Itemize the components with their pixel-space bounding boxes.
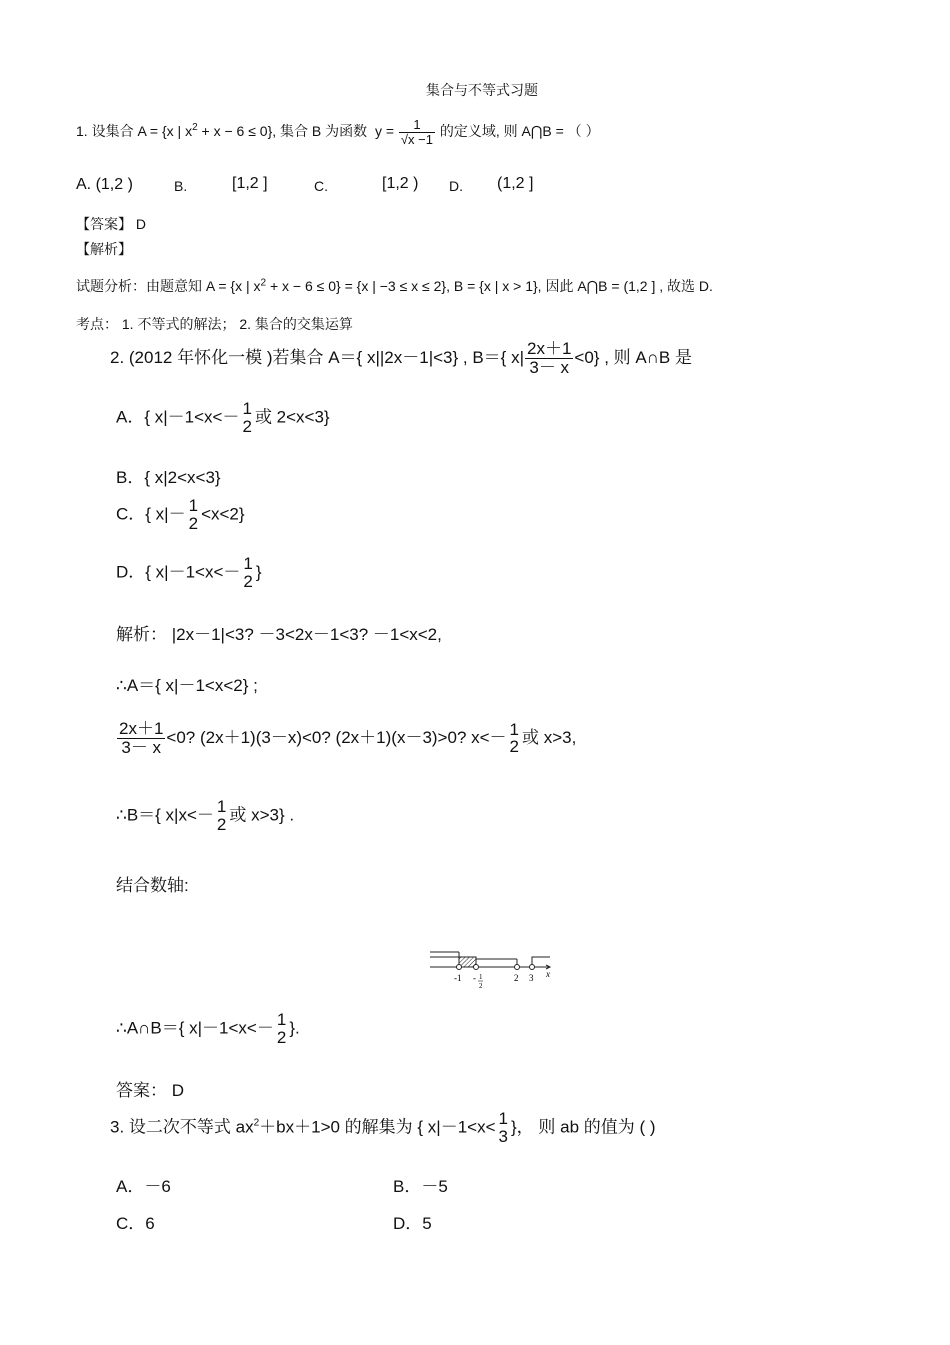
q2-solution-line2: ∴A＝{ x|－1<x<2} ;: [116, 676, 258, 695]
q1-analysis: [76, 276, 713, 296]
q1-option-c: C.: [314, 178, 328, 194]
q2-sol3-half: [508, 721, 521, 757]
q1-option-a: A. (1,2 ): [76, 176, 133, 193]
tick-3: 3: [529, 973, 534, 983]
q3-stem-b: ＋bx＋1>0 的解集为 { x|－1<x<: [259, 1117, 496, 1137]
q3-option-c: C．6: [116, 1214, 155, 1233]
q1-analysis-sup: 2: [260, 277, 267, 289]
q1-option-d-value: (1,2 ]: [497, 175, 534, 192]
q1-fx-y: y =: [374, 122, 395, 139]
q2-sol3-text: <0? (2x＋1)(3－x)<0? (2x＋1)(x－3)>0? x<－: [166, 727, 507, 747]
q1-analysis-b: + x − 6 ≤ 0} = {x | −3 ≤ x ≤ 2}, B = {x | x > 1}, 因此 A⋂B = (1,2 ] , 故选 D.: [266, 278, 713, 294]
q2-stem: [110, 340, 692, 377]
q2-option-d: [116, 555, 262, 591]
tick-neg1: -1: [454, 973, 462, 983]
q2-solution-line4: [116, 798, 294, 834]
q1-stem-a: 1. 设集合 A = {x | x: [76, 122, 193, 139]
q1-analysis-label: 【解析】: [76, 241, 132, 257]
q1-stem-sup: 2: [192, 122, 198, 134]
q3-stem-sup: 2: [253, 1117, 260, 1129]
point-neg-half: [474, 965, 479, 970]
q2-option-d-text: D．{ x|－1<x<－: [116, 562, 241, 582]
q3-option-a: A．－6: [116, 1177, 171, 1196]
half-num: 1: [276, 1010, 287, 1029]
third-den: 3: [498, 1126, 508, 1146]
q2-sol6-half: [275, 1011, 288, 1047]
q2-solution-line6: [116, 1011, 300, 1047]
q1-fx-den: √x −1: [400, 131, 433, 147]
tick-2: 2: [514, 973, 519, 983]
page-title: 集合与不等式习题: [426, 82, 538, 98]
tick-neg-sign: -: [473, 973, 476, 983]
half-num: 1: [509, 719, 520, 739]
half-num: 1: [216, 797, 227, 816]
q2-stem-b: <0} , 则 A∩B 是: [574, 347, 692, 367]
q1-fx-fraction: [399, 118, 435, 146]
q3-stem-c: }， 则 ab 的值为 ( ): [511, 1117, 656, 1137]
point-2: [515, 965, 520, 970]
q2-option-c: [116, 497, 245, 533]
half-den: 2: [188, 513, 199, 533]
q2-option-b: B．{ x|2<x<3}: [116, 468, 221, 487]
q1-fx-num: 1: [413, 117, 421, 132]
q3-option-b: B．－5: [393, 1177, 448, 1196]
q2-sol3-fraction: [117, 720, 165, 757]
q3-option-d: D．5: [393, 1214, 432, 1233]
q2-solution-line5: 结合数轴:: [116, 876, 189, 895]
q1-option-c-value: [1,2 ): [382, 175, 419, 192]
q2-option-a: [116, 400, 330, 436]
q2-sol3-den: 3－ x: [117, 738, 165, 757]
half-num: 1: [188, 496, 199, 515]
q2-option-c-tail: <x<2}: [201, 504, 245, 524]
q1-analysis-a: 试题分析：由题意知 A = {x | x: [76, 278, 261, 294]
q2-stem-fraction: [525, 340, 573, 377]
q2-option-a-text: A．{ x|－1<x<－: [116, 407, 240, 427]
half-den: 2: [243, 571, 253, 591]
q2-frac-num: 2x＋1: [527, 339, 572, 358]
q1-stem-b: + x − 6 ≤ 0}, 集合 B 为函数: [197, 122, 368, 139]
q2-solution-line1: 解析： |2x－1|<3? －3<2x－1<3? －1<x<2,: [116, 625, 442, 644]
q2-sol3-num: 2x＋1: [119, 719, 164, 738]
q2-answer: 答案： D: [116, 1081, 184, 1100]
third-num: 1: [498, 1109, 508, 1128]
q1-option-d: D.: [449, 178, 463, 194]
q2-option-c-half: [187, 497, 200, 533]
q2-solution-line3: [116, 720, 576, 757]
q3-third: [497, 1110, 510, 1146]
half-den: 2: [276, 1027, 287, 1047]
q2-option-a-half: [240, 400, 253, 436]
point-neg1: [457, 965, 462, 970]
number-line-figure: [426, 945, 556, 995]
q1-stem-c: 的定义域, 则 A⋂B = （ ）: [439, 122, 600, 139]
q2-stem-a: 2. (2012 年怀化一模 )若集合 A＝{ x||2x－1|<3} , B＝{ x|: [110, 347, 524, 367]
q2-option-d-half: [241, 555, 254, 591]
q2-sol4-tail: 或 x>3} .: [229, 805, 295, 825]
q2-sol6-tail: }.: [289, 1018, 300, 1038]
point-3: [530, 965, 535, 970]
tick-half-num: 1: [479, 973, 483, 981]
half-num: 1: [243, 554, 253, 573]
half-den: 2: [509, 737, 520, 757]
q1-answer: 【答案】 D: [76, 216, 146, 232]
half-den: 2: [216, 814, 227, 834]
tick-half-den: 2: [479, 982, 483, 990]
axis-label-x: x: [546, 969, 550, 979]
q2-option-d-tail: }: [255, 562, 262, 582]
q1-stem: [76, 118, 600, 146]
q2-sol3-tail: 或 x>3,: [522, 727, 577, 747]
q1-kaodian: 考点： 1. 不等式的解法； 2. 集合的交集运算: [76, 316, 353, 332]
half-num: 1: [242, 399, 252, 418]
q3-stem-a: 3. 设二次不等式 ax: [110, 1117, 254, 1137]
q2-sol4-half: [215, 798, 228, 834]
q2-sol4-text: ∴B＝{ x|x<－: [116, 805, 214, 825]
q1-option-b: B.: [174, 178, 188, 194]
q3-stem: [110, 1110, 656, 1146]
q2-sol6-text: ∴A∩B＝{ x|－1<x<－: [116, 1018, 274, 1038]
q2-frac-den: 3－ x: [525, 358, 573, 377]
q1-option-b-value: [1,2 ]: [232, 175, 268, 192]
q2-option-c-text: C．{ x|－: [116, 504, 186, 524]
q2-option-a-tail: 或 2<x<3}: [254, 407, 330, 427]
half-den: 2: [242, 416, 252, 436]
